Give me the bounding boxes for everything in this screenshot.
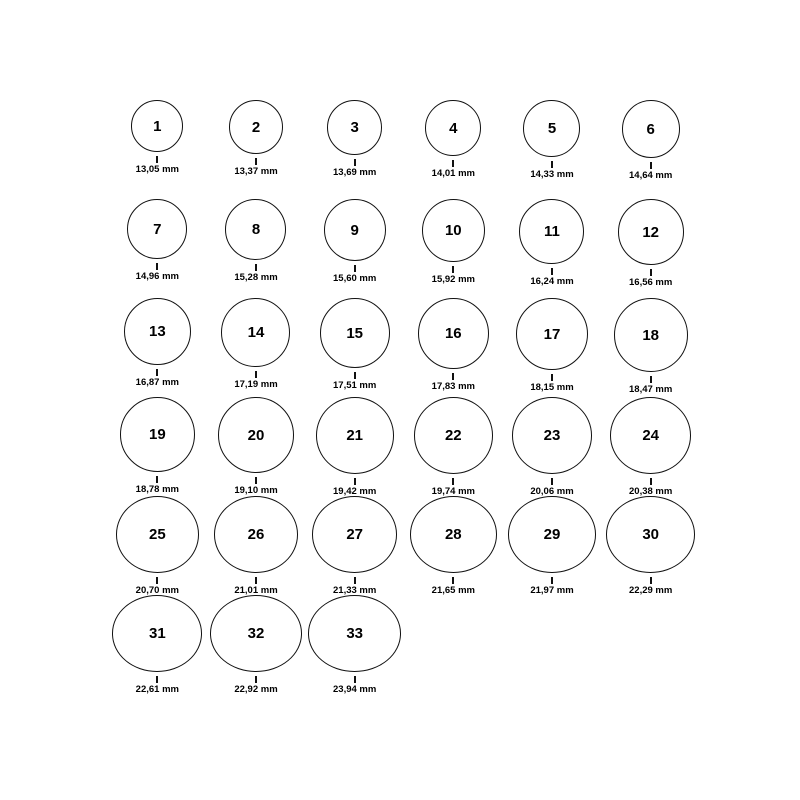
ring-diameter-label: 17,83 mm <box>431 381 475 392</box>
ring-size-cell <box>306 100 404 199</box>
ring-size-number: 28 <box>444 525 462 543</box>
ring-size-cell <box>108 100 206 199</box>
ring-size-cell <box>503 496 601 595</box>
ring-diameter-label: 20,70 mm <box>135 584 179 596</box>
ring-circle <box>410 496 497 573</box>
ring-measurement <box>425 160 481 179</box>
ring-size-number: 5 <box>547 120 557 137</box>
ring-measurement <box>508 577 596 596</box>
ring-diameter-label: 21,01 mm <box>234 584 278 596</box>
ring-circle <box>425 100 481 156</box>
ring-circle <box>610 397 691 474</box>
ring-size-cell <box>306 595 404 694</box>
ring-size-number: 17 <box>543 325 561 343</box>
ring-measurement <box>127 263 187 282</box>
ring-size-cell <box>602 298 700 397</box>
ring-diameter-label: 18,78 mm <box>135 484 179 495</box>
ring-circle <box>112 595 202 672</box>
ring-size-number: 26 <box>247 525 265 543</box>
ring-size-number: 6 <box>646 120 655 138</box>
ring-circle <box>124 298 191 365</box>
ring-measurement <box>622 162 680 181</box>
ring-diameter-label: 16,24 mm <box>530 276 574 287</box>
ring-measurement <box>131 156 183 175</box>
ring-size-number: 30 <box>642 525 659 543</box>
ring-measurement <box>414 478 493 497</box>
ring-circle <box>614 298 688 372</box>
ring-size-number: 10 <box>444 222 462 239</box>
ring-diameter-label: 23,94 mm <box>333 683 377 695</box>
ring-size-cell <box>503 199 601 298</box>
ring-measurement <box>422 266 485 285</box>
ring-measurement <box>418 373 489 392</box>
ring-size-cell <box>306 397 404 496</box>
ring-size-number: 1 <box>153 117 162 135</box>
ring-diameter-label: 14,33 mm <box>530 169 574 180</box>
ring-measurement <box>610 478 691 497</box>
ring-size-number: 21 <box>346 426 363 444</box>
ring-size-cell <box>602 496 700 595</box>
ring-diameter-label: 14,01 mm <box>431 168 475 179</box>
ring-size-cell <box>404 496 502 595</box>
ring-circle <box>316 397 394 474</box>
ring-size-number: 4 <box>449 119 458 137</box>
ring-size-cell <box>207 595 305 694</box>
ring-circle <box>225 199 286 260</box>
ring-size-cell <box>503 397 601 496</box>
ring-diameter-label: 13,05 mm <box>135 164 179 175</box>
ring-circle <box>214 496 298 573</box>
ring-diameter-label: 20,06 mm <box>530 485 574 497</box>
ring-measurement <box>218 477 294 496</box>
ring-size-cell <box>404 199 502 298</box>
ring-diameter-label: 19,10 mm <box>234 485 278 496</box>
ring-circle <box>131 100 183 152</box>
ring-diameter-label: 22,61 mm <box>135 683 179 695</box>
ring-circle <box>229 100 283 154</box>
ring-size-cell <box>602 397 700 496</box>
ring-measurement <box>124 369 191 388</box>
ring-size-number: 24 <box>642 426 659 444</box>
ring-diameter-label: 19,74 mm <box>431 485 475 497</box>
ring-circle <box>308 595 401 672</box>
ring-diameter-label: 20,38 mm <box>629 485 673 497</box>
ring-size-number: 2 <box>251 118 261 136</box>
ring-circle <box>516 298 588 370</box>
ring-size-number: 13 <box>148 323 166 340</box>
ring-measurement <box>120 476 195 495</box>
ring-circle <box>622 100 680 158</box>
ring-size-number: 23 <box>543 426 561 444</box>
ring-size-cell <box>207 397 305 496</box>
ring-size-number: 19 <box>148 426 166 443</box>
ring-diameter-label: 14,96 mm <box>135 271 179 282</box>
ring-diameter-label: 21,97 mm <box>530 584 574 596</box>
ring-measurement <box>618 269 684 288</box>
ring-size-grid <box>108 100 700 694</box>
ring-size-cell <box>306 298 404 397</box>
ring-size-number: 20 <box>247 426 265 444</box>
ring-size-number: 25 <box>148 525 166 543</box>
ring-diameter-label: 22,92 mm <box>234 683 278 695</box>
ring-measurement <box>606 577 695 596</box>
ring-size-cell <box>108 199 206 298</box>
ring-size-cell <box>503 298 601 397</box>
ring-diameter-label: 22,29 mm <box>629 584 673 596</box>
ring-size-number: 9 <box>350 221 359 239</box>
ring-diameter-label: 15,92 mm <box>431 274 475 285</box>
ring-size-number: 3 <box>350 119 359 136</box>
ring-size-cell <box>207 100 305 199</box>
ring-size-number: 22 <box>444 426 462 444</box>
ring-diameter-label: 16,87 mm <box>135 377 179 388</box>
ring-circle <box>512 397 592 474</box>
ring-size-cell <box>602 100 700 199</box>
ring-circle <box>221 298 290 367</box>
ring-measurement <box>316 478 394 497</box>
ring-measurement <box>116 577 199 596</box>
ring-circle <box>606 496 695 573</box>
ring-diameter-label: 16,56 mm <box>629 277 673 288</box>
ring-measurement <box>320 372 390 391</box>
ring-size-cell <box>108 298 206 397</box>
ring-size-number: 18 <box>642 326 659 344</box>
ring-circle <box>422 199 485 262</box>
ring-circle <box>508 496 596 573</box>
ring-measurement <box>225 264 286 283</box>
ring-circle <box>324 199 386 261</box>
ring-measurement <box>410 577 497 596</box>
ring-circle <box>519 199 584 264</box>
ring-size-number: 8 <box>251 221 261 238</box>
ring-circle <box>312 496 397 573</box>
ring-size-cell <box>602 199 700 298</box>
ring-measurement <box>221 371 290 390</box>
ring-size-number: 32 <box>247 624 265 642</box>
ring-size-number: 12 <box>642 223 659 241</box>
ring-diameter-label: 13,69 mm <box>333 167 377 178</box>
ring-size-cell <box>503 100 601 199</box>
ring-size-cell <box>404 298 502 397</box>
ring-diameter-label: 18,47 mm <box>629 384 673 395</box>
ring-circle <box>320 298 390 368</box>
ring-circle <box>418 298 489 369</box>
ring-size-number: 27 <box>346 525 363 543</box>
ring-circle <box>218 397 294 473</box>
ring-size-number: 7 <box>153 220 162 238</box>
ring-size-cell <box>108 595 206 694</box>
ring-diameter-label: 15,60 mm <box>333 273 377 284</box>
ring-diameter-label: 18,15 mm <box>530 382 574 393</box>
ring-circle <box>618 199 684 265</box>
ring-size-cell <box>306 496 404 595</box>
ring-measurement <box>516 374 588 393</box>
ring-circle <box>116 496 199 573</box>
ring-measurement <box>214 577 298 596</box>
ring-diameter-label: 21,33 mm <box>333 584 377 596</box>
ring-size-number: 33 <box>346 624 363 642</box>
ring-size-cell <box>207 199 305 298</box>
ring-measurement <box>519 268 584 287</box>
ring-size-number: 31 <box>148 624 166 642</box>
ring-size-number: 14 <box>247 324 265 341</box>
ring-diameter-label: 17,19 mm <box>234 379 278 390</box>
ring-measurement <box>112 676 202 695</box>
ring-diameter-label: 15,28 mm <box>234 272 278 283</box>
ring-size-number: 29 <box>543 525 561 543</box>
ring-diameter-label: 14,64 mm <box>629 170 673 181</box>
ring-size-number: 16 <box>444 325 462 342</box>
ring-measurement <box>229 158 283 177</box>
ring-measurement <box>210 676 302 695</box>
ring-circle <box>523 100 580 157</box>
ring-diameter-label: 21,65 mm <box>431 584 475 596</box>
ring-measurement <box>308 676 401 695</box>
ring-circle <box>127 199 187 259</box>
ring-size-cell <box>108 397 206 496</box>
ring-diameter-label: 13,37 mm <box>234 166 278 177</box>
ring-diameter-label: 17,51 mm <box>333 380 377 391</box>
ring-measurement <box>312 577 397 596</box>
ring-size-cell <box>207 496 305 595</box>
ring-size-cell <box>108 496 206 595</box>
ring-size-cell <box>404 397 502 496</box>
ring-measurement <box>512 478 592 497</box>
ring-measurement <box>614 376 688 395</box>
ring-circle <box>210 595 302 672</box>
ring-circle <box>414 397 493 474</box>
ring-size-number: 15 <box>346 324 363 342</box>
ring-circle <box>327 100 382 155</box>
ring-size-number: 11 <box>544 223 560 240</box>
ring-size-cell <box>207 298 305 397</box>
ring-circle <box>120 397 195 472</box>
ring-diameter-label: 19,42 mm <box>333 485 377 497</box>
ring-measurement <box>327 159 382 178</box>
ring-size-cell <box>306 199 404 298</box>
ring-measurement <box>324 265 386 284</box>
ring-size-cell <box>404 100 502 199</box>
ring-measurement <box>523 161 580 180</box>
